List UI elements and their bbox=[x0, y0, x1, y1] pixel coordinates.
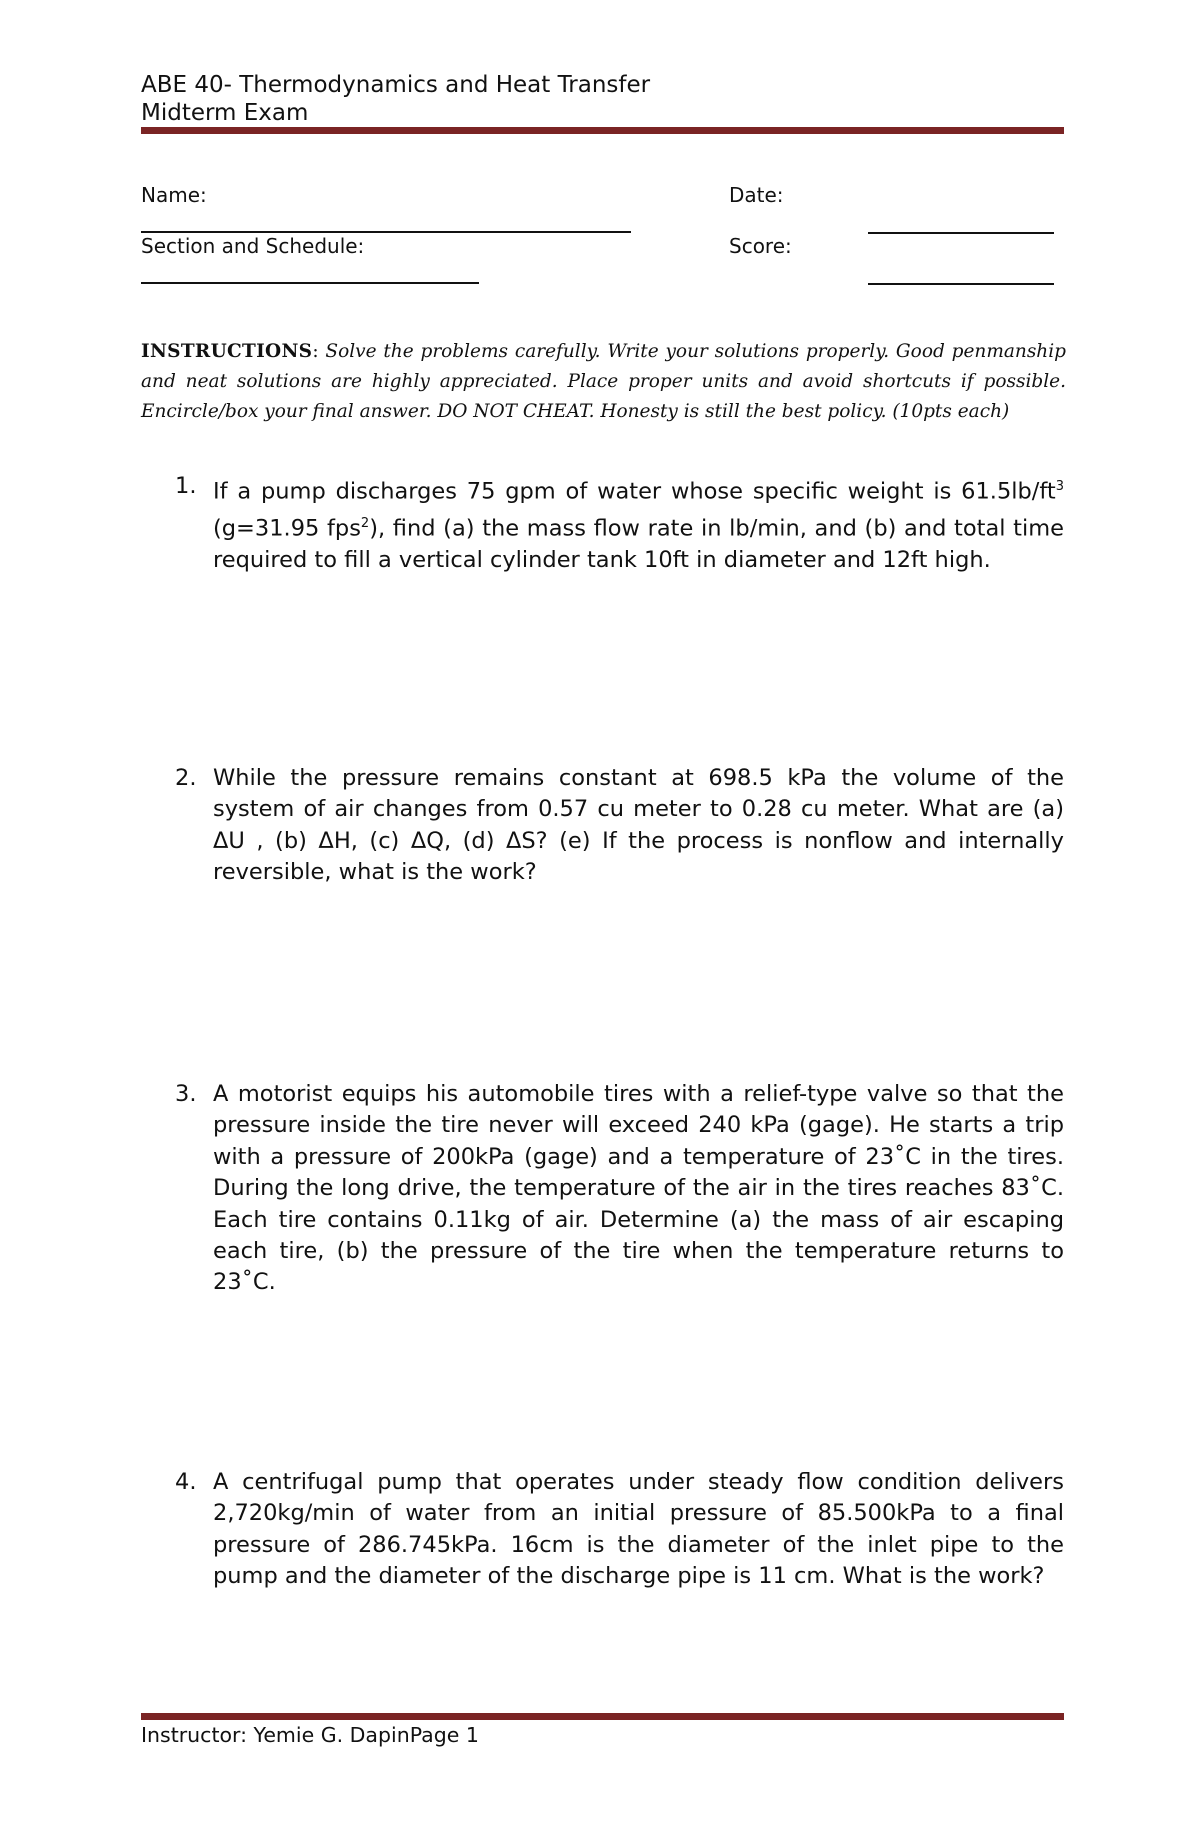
question-text: A motorist equips his automobile tires with a relief-type valve so that the pressure inside the tire never will exceed 240 kPa (gage). He starts a trip with a pressure of 200kPa (gage) and a temperature of 23˚C in the tires. During the long drive, the temperature of the air in the tires reaches 83˚C. Each tire contains 0.11kg of air. Determine (a) the mass of air escaping each tire, (b) the pressure of the tire when the temperature returns to 23˚C. bbox=[213, 1081, 1064, 1296]
instructions: INSTRUCTIONS: Solve the problems carefully. Write your solutions properly. Good penmanship and neat solutions are highly appreciated. Place proper units and avoid shortcuts if possible. Encircle/box your final answer. DO NOT CHEAT. Honesty is still the best policy. (10pts each) bbox=[141, 341, 1066, 422]
footer bbox=[141, 1722, 479, 1748]
course-title: ABE 40- Thermodynamics and Heat Transfer bbox=[141, 72, 651, 98]
question-number: 4. bbox=[175, 1469, 197, 1495]
page-number: Page 1 bbox=[409, 1723, 479, 1747]
footer-rule bbox=[141, 1713, 1064, 1720]
question-number: 1. bbox=[175, 473, 197, 499]
question-number: 2. bbox=[175, 765, 197, 791]
date-label: Date: bbox=[729, 183, 784, 207]
section-line bbox=[141, 282, 479, 284]
instructions-text: Solve the problems carefully. Write your solutions properly. Good penmanship and neat solutions are highly appreciated. Place proper units and avoid shortcuts if possible. Encircle/box your final answer. DO NOT CHEAT. Honesty is still the best policy. (10pts each) bbox=[141, 341, 1066, 422]
name-label: Name: bbox=[141, 183, 207, 207]
section-label: Section and Schedule: bbox=[141, 234, 365, 258]
name-line bbox=[141, 231, 631, 233]
instructions-heading: INSTRUCTIONS bbox=[141, 341, 313, 362]
question-text: While the pressure remains constant at 698.5 kPa the volume of the system of air changes from 0.57 cu meter to 0.28 cu meter. What are (a) ΔU , (b) ΔH, (c) ΔQ, (d) ΔS? (e) If the process is nonflow and internally reversible, what is the work? bbox=[213, 765, 1064, 886]
exam-title: Midterm Exam bbox=[141, 100, 309, 126]
score-label: Score: bbox=[729, 234, 792, 258]
question-number: 3. bbox=[175, 1081, 197, 1107]
question-text: A centrifugal pump that operates under steady flow condition delivers 2,720kg/min of water from an initial pressure of 85.500kPa to a final pressure of 286.745kPa. 16cm is the diameter of the inlet pipe to the pump and the diameter of the discharge pipe is 11 cm. What is the work? bbox=[213, 1469, 1064, 1590]
instructor-name: Instructor: Yemie G. Dapin bbox=[141, 1723, 410, 1747]
date-line bbox=[868, 232, 1054, 234]
score-line bbox=[868, 283, 1054, 285]
question-text: If a pump discharges 75 gpm of water whose specific weight is $61.5lb/ft^3$ (g=31.95 fps$^2$), find (a) the mass flow rate in lb/min, and (b) and total time required to fill a vertical cylinder tank 10ft in diameter and 12ft high. bbox=[213, 478, 1064, 573]
header-rule bbox=[141, 127, 1064, 134]
